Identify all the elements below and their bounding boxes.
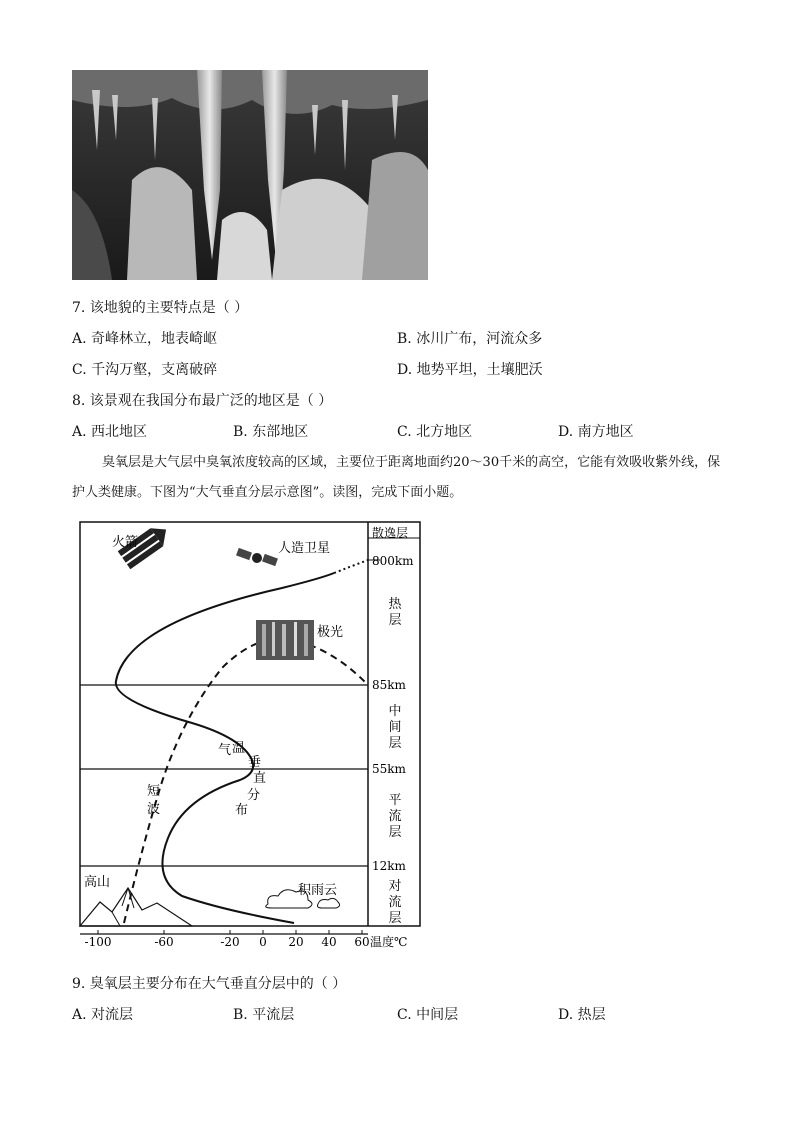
temp-label-1: 气	[218, 743, 232, 758]
label-cloud: 积雨云	[298, 883, 338, 898]
q9-option-c[interactable]: C. 中间层	[397, 1007, 459, 1023]
temperature-curve-dotted	[334, 560, 368, 573]
x-tick-label: 60	[354, 935, 370, 949]
question-7-stem: 7. 该地貌的主要特点是（ ）	[72, 300, 249, 316]
temp-label-2: 温	[232, 741, 246, 756]
mountain-icon	[80, 888, 192, 926]
q8-option-c[interactable]: C. 北方地区	[397, 424, 473, 440]
q8-option-a[interactable]: A. 西北地区	[72, 424, 148, 440]
temp-label-4: 直	[253, 771, 267, 786]
label-thermosphere-2: 层	[388, 613, 402, 628]
q8-option-d[interactable]: D. 南方地区	[558, 424, 634, 440]
label-troposphere-2: 流	[388, 895, 402, 910]
aurora-icon	[256, 620, 314, 660]
label-mesosphere-1: 中	[388, 704, 402, 719]
shortwave-label-1: 短	[147, 784, 161, 799]
altitude-85km: 85km	[372, 678, 406, 692]
label-satellite: 人造卫星	[278, 541, 331, 556]
x-tick-label: 40	[321, 935, 337, 949]
x-tick-label: -100	[84, 935, 112, 949]
label-troposphere-1: 对	[388, 879, 402, 894]
shortwave-curve	[124, 639, 368, 923]
label-rocket: 火箭	[112, 535, 139, 550]
x-tick-label: 0	[259, 935, 267, 949]
q7-option-b[interactable]: B. 冰川广布，河流众多	[397, 331, 543, 347]
x-tick-label: -60	[154, 935, 174, 949]
q9-option-a[interactable]: A. 对流层	[72, 1007, 134, 1023]
q7-option-c[interactable]: C. 千沟万壑，支离破碎	[72, 362, 218, 378]
label-exosphere: 散逸层	[372, 526, 409, 540]
x-axis-unit: 温度℃	[370, 935, 408, 949]
label-aurora: 极光	[317, 625, 344, 640]
label-stratosphere-1: 平	[388, 793, 402, 808]
q7-option-d[interactable]: D. 地势平坦，土壤肥沃	[397, 362, 543, 378]
label-mountain: 高山	[84, 875, 111, 890]
temp-label-5: 分	[247, 788, 261, 803]
shortwave-label-2: 波	[147, 802, 161, 817]
x-tick-label: -20	[220, 935, 240, 949]
q9-option-d[interactable]: D. 热层	[558, 1007, 606, 1023]
q7-option-a[interactable]: A. 奇峰林立，地表崎岖	[72, 331, 218, 347]
temp-label-6: 布	[235, 803, 249, 818]
altitude-55km: 55km	[372, 762, 406, 776]
altitude-800km: 800km	[372, 554, 414, 568]
question-9-stem: 9. 臭氧层主要分布在大气垂直分层中的（ ）	[72, 976, 347, 992]
satellite-icon	[236, 548, 278, 566]
atmosphere-layers-diagram	[72, 518, 432, 958]
temp-label-3: 垂	[248, 755, 262, 770]
q9-option-b[interactable]: B. 平流层	[233, 1007, 295, 1023]
altitude-12km: 12km	[372, 859, 406, 873]
label-mesosphere-2: 间	[388, 720, 402, 735]
q8-option-b[interactable]: B. 东部地区	[233, 424, 309, 440]
label-stratosphere-3: 层	[388, 825, 402, 840]
label-stratosphere-2: 流	[388, 809, 402, 824]
label-troposphere-3: 层	[388, 911, 402, 926]
passage-text: 臭氧层是大气层中臭氧浓度较高的区域，主要位于距离地面约20～30千米的高空，它能有效吸收紫外线，保护人类健康。下图为“大气垂直分层示意图”。读图，完成下面小题。	[72, 455, 721, 500]
label-mesosphere-3: 层	[388, 736, 402, 751]
question-8-stem: 8. 该景观在我国分布最广泛的地区是（ ）	[72, 393, 333, 409]
x-tick-label: 20	[288, 935, 304, 949]
label-thermosphere-1: 热	[388, 597, 402, 612]
karst-cave-photo	[72, 70, 428, 280]
